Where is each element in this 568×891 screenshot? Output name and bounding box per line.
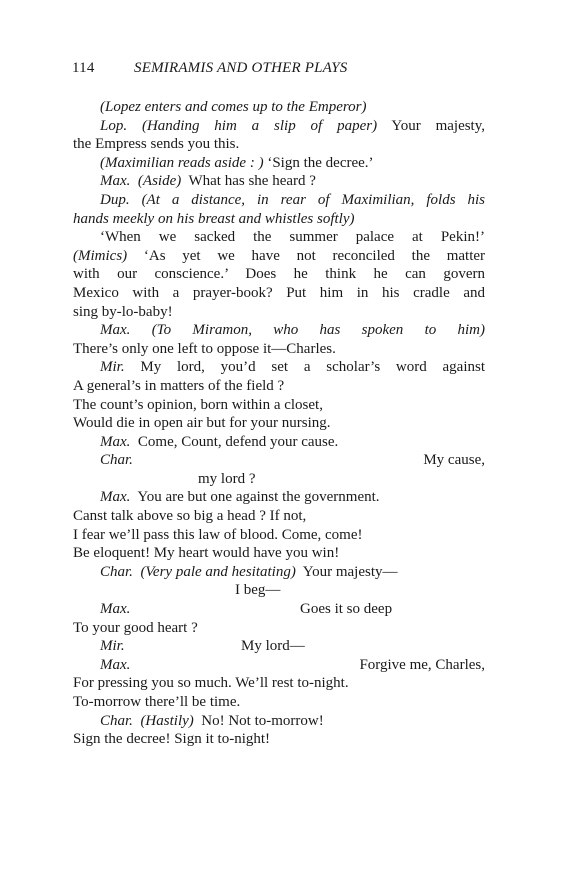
- text-line: Be eloquent! My heart would have you win!: [73, 545, 340, 562]
- dialogue-line: Max. Goes it so deep: [100, 601, 393, 618]
- speaker-name: Max.: [100, 322, 131, 339]
- running-header: [72, 60, 492, 77]
- dialogue-line: Char. My cause,: [100, 452, 485, 469]
- speaker-name: Lop.: [100, 117, 128, 134]
- dialogue-line: Char. (Hastily) No! Not to-morrow!: [100, 712, 324, 729]
- dialogue-line: [73, 191, 485, 210]
- dialogue-line: (Mimics) ‘As yet we have not reconciled the matter: [73, 247, 486, 264]
- stage-direction: (Handing him a slip of paper): [141, 117, 378, 134]
- stage-direction: (To Miramon, who has spoken to him): [151, 322, 486, 339]
- text-line: sing by-lo-baby!: [73, 303, 173, 320]
- dialogue-line: [73, 321, 485, 340]
- speaker-name: Mir.: [100, 359, 125, 376]
- speaker-name: Char.: [100, 563, 133, 580]
- speaker-name: Char.: [100, 712, 133, 729]
- dialogue-line: Char. (Very pale and hesitating) Your majesty—: [100, 563, 398, 580]
- stage-direction: (Mimics): [73, 247, 128, 264]
- text-line: For pressing you so much. We’ll rest to-night.: [73, 675, 349, 692]
- dialogue-line: Max. You are but one against the government.: [100, 489, 380, 506]
- text-line: the Empress sends you this.: [73, 136, 240, 153]
- dialogue-line: Max. Forgive me, Charles,: [100, 656, 485, 673]
- dialogue-line: Max. Come, Count, defend your cause.: [100, 433, 339, 450]
- text-line: Canst talk above so big a head ? If not,: [73, 508, 307, 525]
- dialogue-line: Mir. My lord—: [100, 638, 305, 655]
- text-line: A general’s in matters of the field ?: [73, 377, 285, 394]
- text-line: To your good heart ?: [73, 619, 198, 636]
- stage-direction: (Aside): [137, 173, 182, 190]
- speaker-name: Dup.: [100, 191, 130, 208]
- page-number: 114: [72, 60, 95, 76]
- text-line: Sign the decree! Sign it to-night!: [73, 731, 271, 748]
- stage-direction: (At a distance, in rear of Maximilian, folds his: [141, 191, 485, 208]
- text-line: my lord ?: [198, 470, 256, 487]
- stage-direction: hands meekly on his breast and whistles softly): [73, 210, 355, 227]
- dialogue-line: Mir. My lord, you’d set a scholar’s word against: [100, 359, 486, 376]
- stage-direction: (Hastily): [140, 712, 194, 729]
- speaker-name: Mir.: [100, 638, 125, 655]
- text-line: I fear we’ll pass this law of blood. Come, come!: [73, 526, 363, 543]
- stage-direction: (Lopez enters and comes up to the Emperor): [100, 99, 367, 115]
- text-line: with our conscience.’ Does he think he can govern: [73, 266, 485, 283]
- text-line: To-morrow there’ll be time.: [73, 694, 241, 710]
- text-line: There’s only one left to oppose it—Charles.: [73, 340, 336, 357]
- dialogue-line: Lop. (Handing him a slip of paper) Your majesty,: [100, 117, 486, 134]
- speaker-name: Max.: [100, 489, 131, 506]
- dialogue-line: (Maximilian reads aside : ) ‘Sign the decree.’: [100, 154, 374, 171]
- speaker-name: Max.: [100, 433, 131, 450]
- speaker-name: Max.: [100, 173, 131, 190]
- dialogue-line: Max. (Aside) What has she heard ?: [100, 173, 316, 190]
- text-line: I beg—: [235, 582, 281, 599]
- speaker-name: Char.: [100, 452, 133, 469]
- text-line: Would die in open air but for your nursing.: [73, 415, 331, 432]
- play-text: [73, 98, 485, 749]
- speaker-name: Max.: [100, 601, 131, 618]
- running-title: SEMIRAMIS AND OTHER PLAYS: [134, 60, 348, 76]
- stage-direction: (Maximilian reads aside : ): [100, 154, 264, 171]
- text-line: The count’s opinion, born within a closet,: [73, 396, 323, 413]
- speaker-name: Max.: [100, 656, 131, 673]
- stage-direction: (Very pale and hesitating): [140, 563, 296, 580]
- text-line: Mexico with a prayer-book? Put him in his cradle and: [73, 284, 485, 301]
- text-line: ‘When we sacked the summer palace at Pekin!’: [100, 229, 485, 246]
